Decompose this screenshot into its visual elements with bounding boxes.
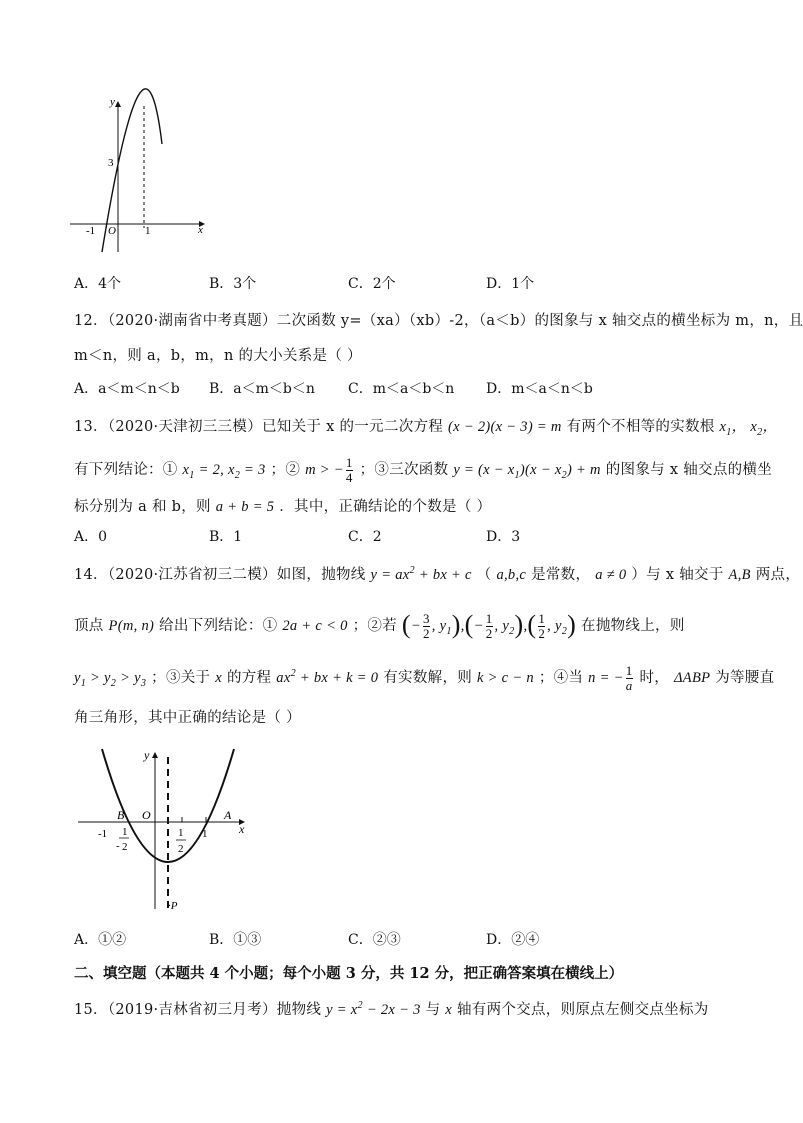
q15-equation: $y = x^2 - 2x - 3$ <box>326 1000 421 1018</box>
q15-text: 轴有两个交点，则原点左侧交点坐标为 <box>456 1002 709 1018</box>
q12-option-d[interactable]: D．m＜a＜n＜b <box>486 381 593 397</box>
q14-vertex: P(m, n) <box>108 618 155 634</box>
q14-text: 顶点 <box>74 618 104 634</box>
section-heading-fill-in: 二、填空题（本题共 4 个小题；每个小题 3 分，共 12 分，把正确答案填在横线上） <box>74 965 624 982</box>
origin-label: O <box>142 808 151 822</box>
point-b-label: B <box>117 808 125 822</box>
svg-text:1: 1 <box>122 826 128 838</box>
q13-text: ；② <box>270 461 301 478</box>
q14-option-d[interactable]: D．②④ <box>486 932 540 948</box>
q14-text: ；③关于 <box>151 669 211 686</box>
q14-option-b[interactable]: B．①③ <box>209 932 262 948</box>
x-axis-label: x <box>239 822 245 836</box>
q13-equation: (x − 2)(x − 3) = m <box>448 419 562 435</box>
q14-text: 的方程 <box>226 669 272 686</box>
q14-text: ）与 x 轴交于 <box>631 567 724 583</box>
q14-parabola-graph <box>72 745 252 915</box>
q14-text: 在抛物线上，则 <box>581 618 685 634</box>
q14-stem-line2 <box>74 607 685 641</box>
tick-neg1-label: -1 <box>86 225 96 237</box>
tick-half-label <box>176 827 186 855</box>
q12-option-b[interactable]: B．a＜m＜b＜n <box>209 381 315 397</box>
q14-conclusion-1: 2a + c < 0 <box>282 618 348 634</box>
q13-text: 有两个不相等的实数根 <box>566 419 715 435</box>
q13-text: ．其中，正确结论的个数是（ ） <box>279 499 492 515</box>
q13-text: ；③三次函数 <box>359 461 449 478</box>
q14-option-c[interactable]: C．②③ <box>348 932 401 948</box>
q13-stem-line1 <box>74 415 777 438</box>
q14-stem-line1 <box>74 563 800 584</box>
q14-conclusion-2: $y_1 > y_2 > y_3$ <box>74 669 147 689</box>
q14-text: 是常数， <box>531 567 591 583</box>
q14-text: 给出下列结论：① <box>159 618 278 634</box>
q13-text: 标分别为 a 和 b，则 <box>74 499 211 515</box>
point-p-label: ·P <box>168 900 178 912</box>
q14-text: （ <box>476 567 492 583</box>
svg-text:-: - <box>116 840 120 852</box>
q14-constants: a,b,c <box>496 567 527 583</box>
origin-label: O <box>108 225 116 237</box>
q14-points-ab: A,B <box>728 567 751 583</box>
q14-equation: $y = ax^2$ + bx + c <box>370 565 472 583</box>
q14-equation-k: $ax^2$ + bx + k = 0 <box>276 668 379 686</box>
q13-conclusion-1: $x_1 = 2$, $x_2 = 3$ <box>182 461 266 481</box>
q13-text: 的图象与 x 轴交点的横坐 <box>605 461 773 478</box>
q12-option-c[interactable]: C．m＜a＜b＜n <box>348 381 455 397</box>
q14-text: ；②若 <box>352 618 397 634</box>
q13-conclusion-2: m > − $\frac{1}{4}$ <box>305 455 353 485</box>
q14-text: ；④当 <box>538 669 584 686</box>
q15-stem <box>74 998 709 1019</box>
q13-stem-line2 <box>74 456 772 485</box>
q14-conclusion-3: k > c − n <box>476 669 534 686</box>
q12-stem-line2: m＜n，则 a，b，m，n 的大小关系是（ ） <box>74 348 362 364</box>
q14-option-a[interactable]: A．①② <box>74 932 127 948</box>
q11-option-a[interactable]: A．4个 <box>74 276 122 292</box>
tick-1-label: 1 <box>145 225 151 237</box>
q12-stem-line1: 12．（2020·湖南省中考真题）二次函数 y=（xa）（xb）-2，（a＜b）的图象与 x 轴交点的横坐标为 m，n，且 <box>74 313 803 329</box>
q13-option-b[interactable]: B．1 <box>209 529 243 545</box>
q14-text: 为等腰直 <box>715 669 775 686</box>
q14-stem-line4: 角三角形，其中正确的结论是（ ） <box>74 710 301 726</box>
q13-option-c[interactable]: C．2 <box>348 529 382 545</box>
q11-parabola-graph <box>62 92 222 262</box>
q13-stem-line3 <box>74 495 491 516</box>
point-a-label: A <box>224 808 232 822</box>
y-axis-label: y <box>110 96 115 108</box>
q13-sum: a + b = 5 <box>215 499 275 515</box>
q14-text: 14．（2020·江苏省初三二模）如图，抛物线 <box>74 567 366 583</box>
q13-text: 有下列结论：① <box>74 461 178 478</box>
q14-triangle: ΔABP <box>673 669 711 686</box>
q15-text: 与 <box>425 1002 441 1018</box>
svg-text:2: 2 <box>122 841 128 853</box>
q14-condition: a ≠ 0 <box>595 567 627 583</box>
q12-option-a[interactable]: A．a＜m＜n＜b <box>74 381 180 397</box>
tick-neg-half-label <box>116 826 129 853</box>
q15-var-x: x <box>445 1002 453 1018</box>
q14-stem-line3 <box>74 664 774 693</box>
y-axis-label: y <box>144 748 150 762</box>
q14-points: (− $\frac{3}{2}$ , $y_1),(-$ $\frac{1}{2}$ , $y_2$),( $\frac{1}{2}$ , $y_2$) <box>401 610 577 642</box>
svg-text:1: 1 <box>178 827 184 839</box>
q13-option-d[interactable]: D．3 <box>486 529 521 545</box>
svg-text:2: 2 <box>178 843 184 855</box>
q14-conclusion-4: n = − $\frac{1}{a}$ <box>588 663 633 693</box>
q14-var-x: x <box>215 669 223 686</box>
q11-option-b[interactable]: B．3个 <box>209 276 257 292</box>
q13-cubic: $y = (x - x_1)(x - x_2) + m$ <box>453 461 601 481</box>
tick-3-label: 3 <box>108 157 114 169</box>
q15-text: 15．（2019·吉林省初三月考）抛物线 <box>74 1002 322 1018</box>
q14-text: 时， <box>639 669 670 686</box>
q11-option-c[interactable]: C．2个 <box>348 276 396 292</box>
q14-text: 两点， <box>755 567 801 583</box>
q13-option-a[interactable]: A．0 <box>74 529 108 545</box>
x-axis-label: x <box>198 224 203 236</box>
q13-text: 13．（2020·天津初三三模）已知关于 x 的一元二次方程 <box>74 419 444 435</box>
q14-text: 有实数解，则 <box>383 669 473 686</box>
q13-roots: $x_1$， $x_2$， <box>719 419 778 438</box>
tick-1-label: 1 <box>202 828 208 840</box>
q11-option-d[interactable]: D．1个 <box>486 276 535 292</box>
tick-neg1-label: -1 <box>98 828 108 840</box>
